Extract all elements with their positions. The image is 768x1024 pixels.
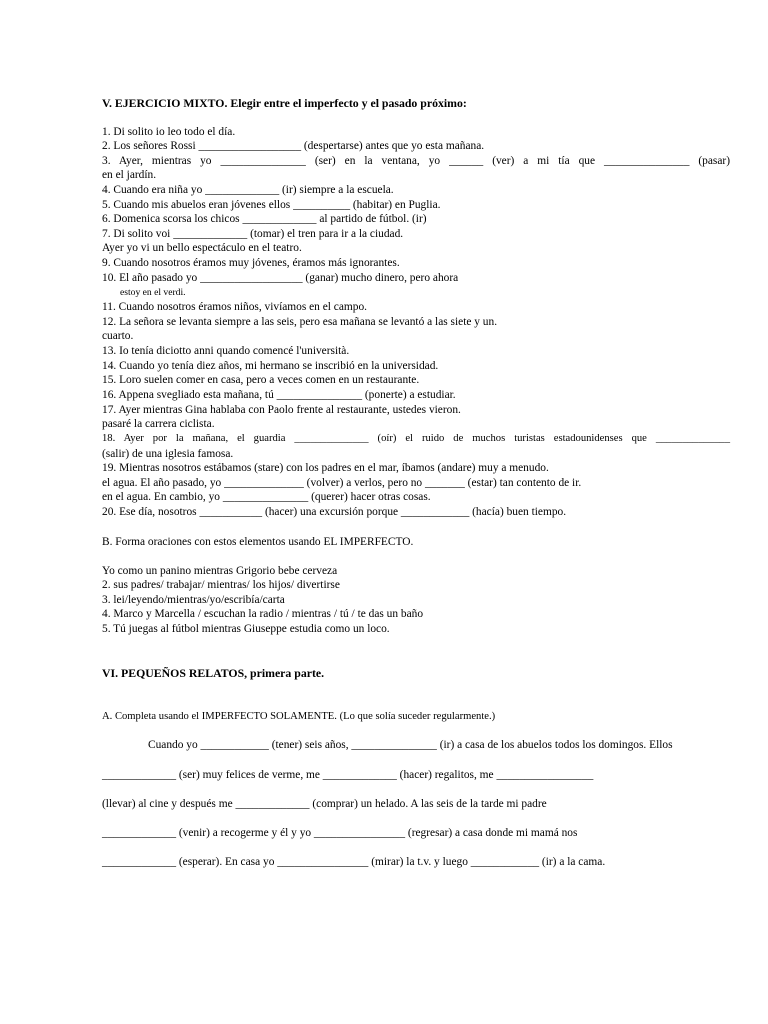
exercise-line: 17. Ayer mientras Gina hablaba con Paolo frente al restaurante, ustedes vieron. xyxy=(102,404,461,416)
exercise-line: 4. Cuando era niña yo _____________ (ir) siempre a la escuela. xyxy=(102,184,394,196)
exercise-line: 3. lei/leyendo/mientras/yo/escribía/carta xyxy=(102,594,285,606)
exercise-line: 9. Cuando nosotros éramos muy jóvenes, éramos más ignorantes. xyxy=(102,257,400,269)
exercise-line: 6. Domenica scorsa los chicos _____________ al partido de fútbol. (ir) xyxy=(102,213,427,225)
exercise-line: Ayer yo vi un bello espectáculo en el teatro. xyxy=(102,242,302,254)
exercise-line: 7. Di solito voi _____________ (tomar) el tren para ir a la ciudad. xyxy=(102,228,404,240)
exercise-line: 2. sus padres/ trabajar/ mientras/ los hijos/ divertirse xyxy=(102,579,340,591)
exercise-line: cuarto. xyxy=(102,330,134,342)
exercise-line: (salir) de una iglesia famosa. xyxy=(102,448,234,460)
exercise-line: 5. Cuando mis abuelos eran jóvenes ellos __________ (habitar) en Puglia. xyxy=(102,199,441,211)
exercise-line: 18. Ayer por la mañana, el guardia ______________ (oír) el ruido de muchos turistas estadounidenses que ______________ xyxy=(102,433,730,444)
exercise-line: Yo como un panino mientras Grigorio bebe cerveza xyxy=(102,565,338,577)
story-line: Cuando yo ____________ (tener) seis años, _______________ (ir) a casa de los abuelos todos los domingos. Ellos xyxy=(148,739,673,751)
section-vi-instruction: A. Completa usando el IMPERFECTO SOLAMENTE. (Lo que solía suceder regularmente.) xyxy=(102,711,496,722)
exercise-line: 20. Ese día, nosotros ___________ (hacer) una excursión porque ____________ (hacía) buen tiempo. xyxy=(102,506,567,518)
exercise-line: pasaré la carrera ciclista. xyxy=(102,418,215,430)
section-b-title: B. Forma oraciones con estos elementos usando EL IMPERFECTO. xyxy=(102,536,414,548)
story-line: _____________ (venir) a recogerme y él y yo ________________ (regresar) a casa donde mi mamá nos xyxy=(102,827,578,839)
exercise-line: 15. Loro suelen comer en casa, pero a veces comen en un restaurante. xyxy=(102,374,420,386)
exercise-line: 16. Appena svegliado esta mañana, tú _______________ (ponerte) a estudiar. xyxy=(102,389,456,401)
exercise-line: 5. Tú juegas al fútbol mientras Giuseppe estudia como un loco. xyxy=(102,623,390,635)
exercise-line: estoy en el verdi. xyxy=(120,287,186,298)
exercise-line: 2. Los señores Rossi __________________ (despertarse) antes que yo esta mañana. xyxy=(102,140,485,152)
exercise-line: 3. Ayer, mientras yo _______________ (ser) en la ventana, yo ______ (ver) a mi tía que _______________ (pasar) xyxy=(102,155,730,167)
exercise-line: 11. Cuando nosotros éramos niños, vivíamos en el campo. xyxy=(102,301,368,313)
exercise-line: en el jardín. xyxy=(102,169,157,181)
exercise-line: 1. Di solito io leo todo el día. xyxy=(102,126,236,138)
exercise-line: el agua. El año pasado, yo ______________ (volver) a verlos, pero no _______ (estar) tan contento de ir. xyxy=(102,477,582,489)
story-line: _____________ (ser) muy felices de verme, me _____________ (hacer) regalitos, me _________________ xyxy=(102,769,594,781)
section-vi-title: VI. PEQUEÑOS RELATOS, primera parte. xyxy=(102,666,325,680)
exercise-line: en el agua. En cambio, yo _______________ (querer) hacer otras cosas. xyxy=(102,491,431,503)
story-line: (llevar) al cine y después me _____________ (comprar) un helado. A las seis de la tarde mi padre xyxy=(102,798,547,810)
exercise-line: 13. Io tenía diciotto anni quando comencé l'università. xyxy=(102,345,350,357)
exercise-line: 19. Mientras nosotros estábamos (stare) con los padres en el mar, íbamos (andare) muy a menudo. xyxy=(102,462,549,474)
section-v-title: V. EJERCICIO MIXTO. Elegir entre el imperfecto y el pasado próximo: xyxy=(102,96,467,110)
exercise-line: 14. Cuando yo tenía diez años, mi hermano se inscribió en la universidad. xyxy=(102,360,439,372)
story-line: _____________ (esperar). En casa yo ________________ (mirar) la t.v. y luego ____________ (ir) a la cama. xyxy=(102,856,606,868)
exercise-line: 10. El año pasado yo __________________ (ganar) mucho dinero, pero ahora xyxy=(102,272,459,284)
exercise-line: 12. La señora se levanta siempre a las seis, pero esa mañana se levantó a las siete y un. xyxy=(102,316,498,328)
exercise-line: 4. Marco y Marcella / escuchan la radio / mientras / tú / te das un baño xyxy=(102,608,424,620)
